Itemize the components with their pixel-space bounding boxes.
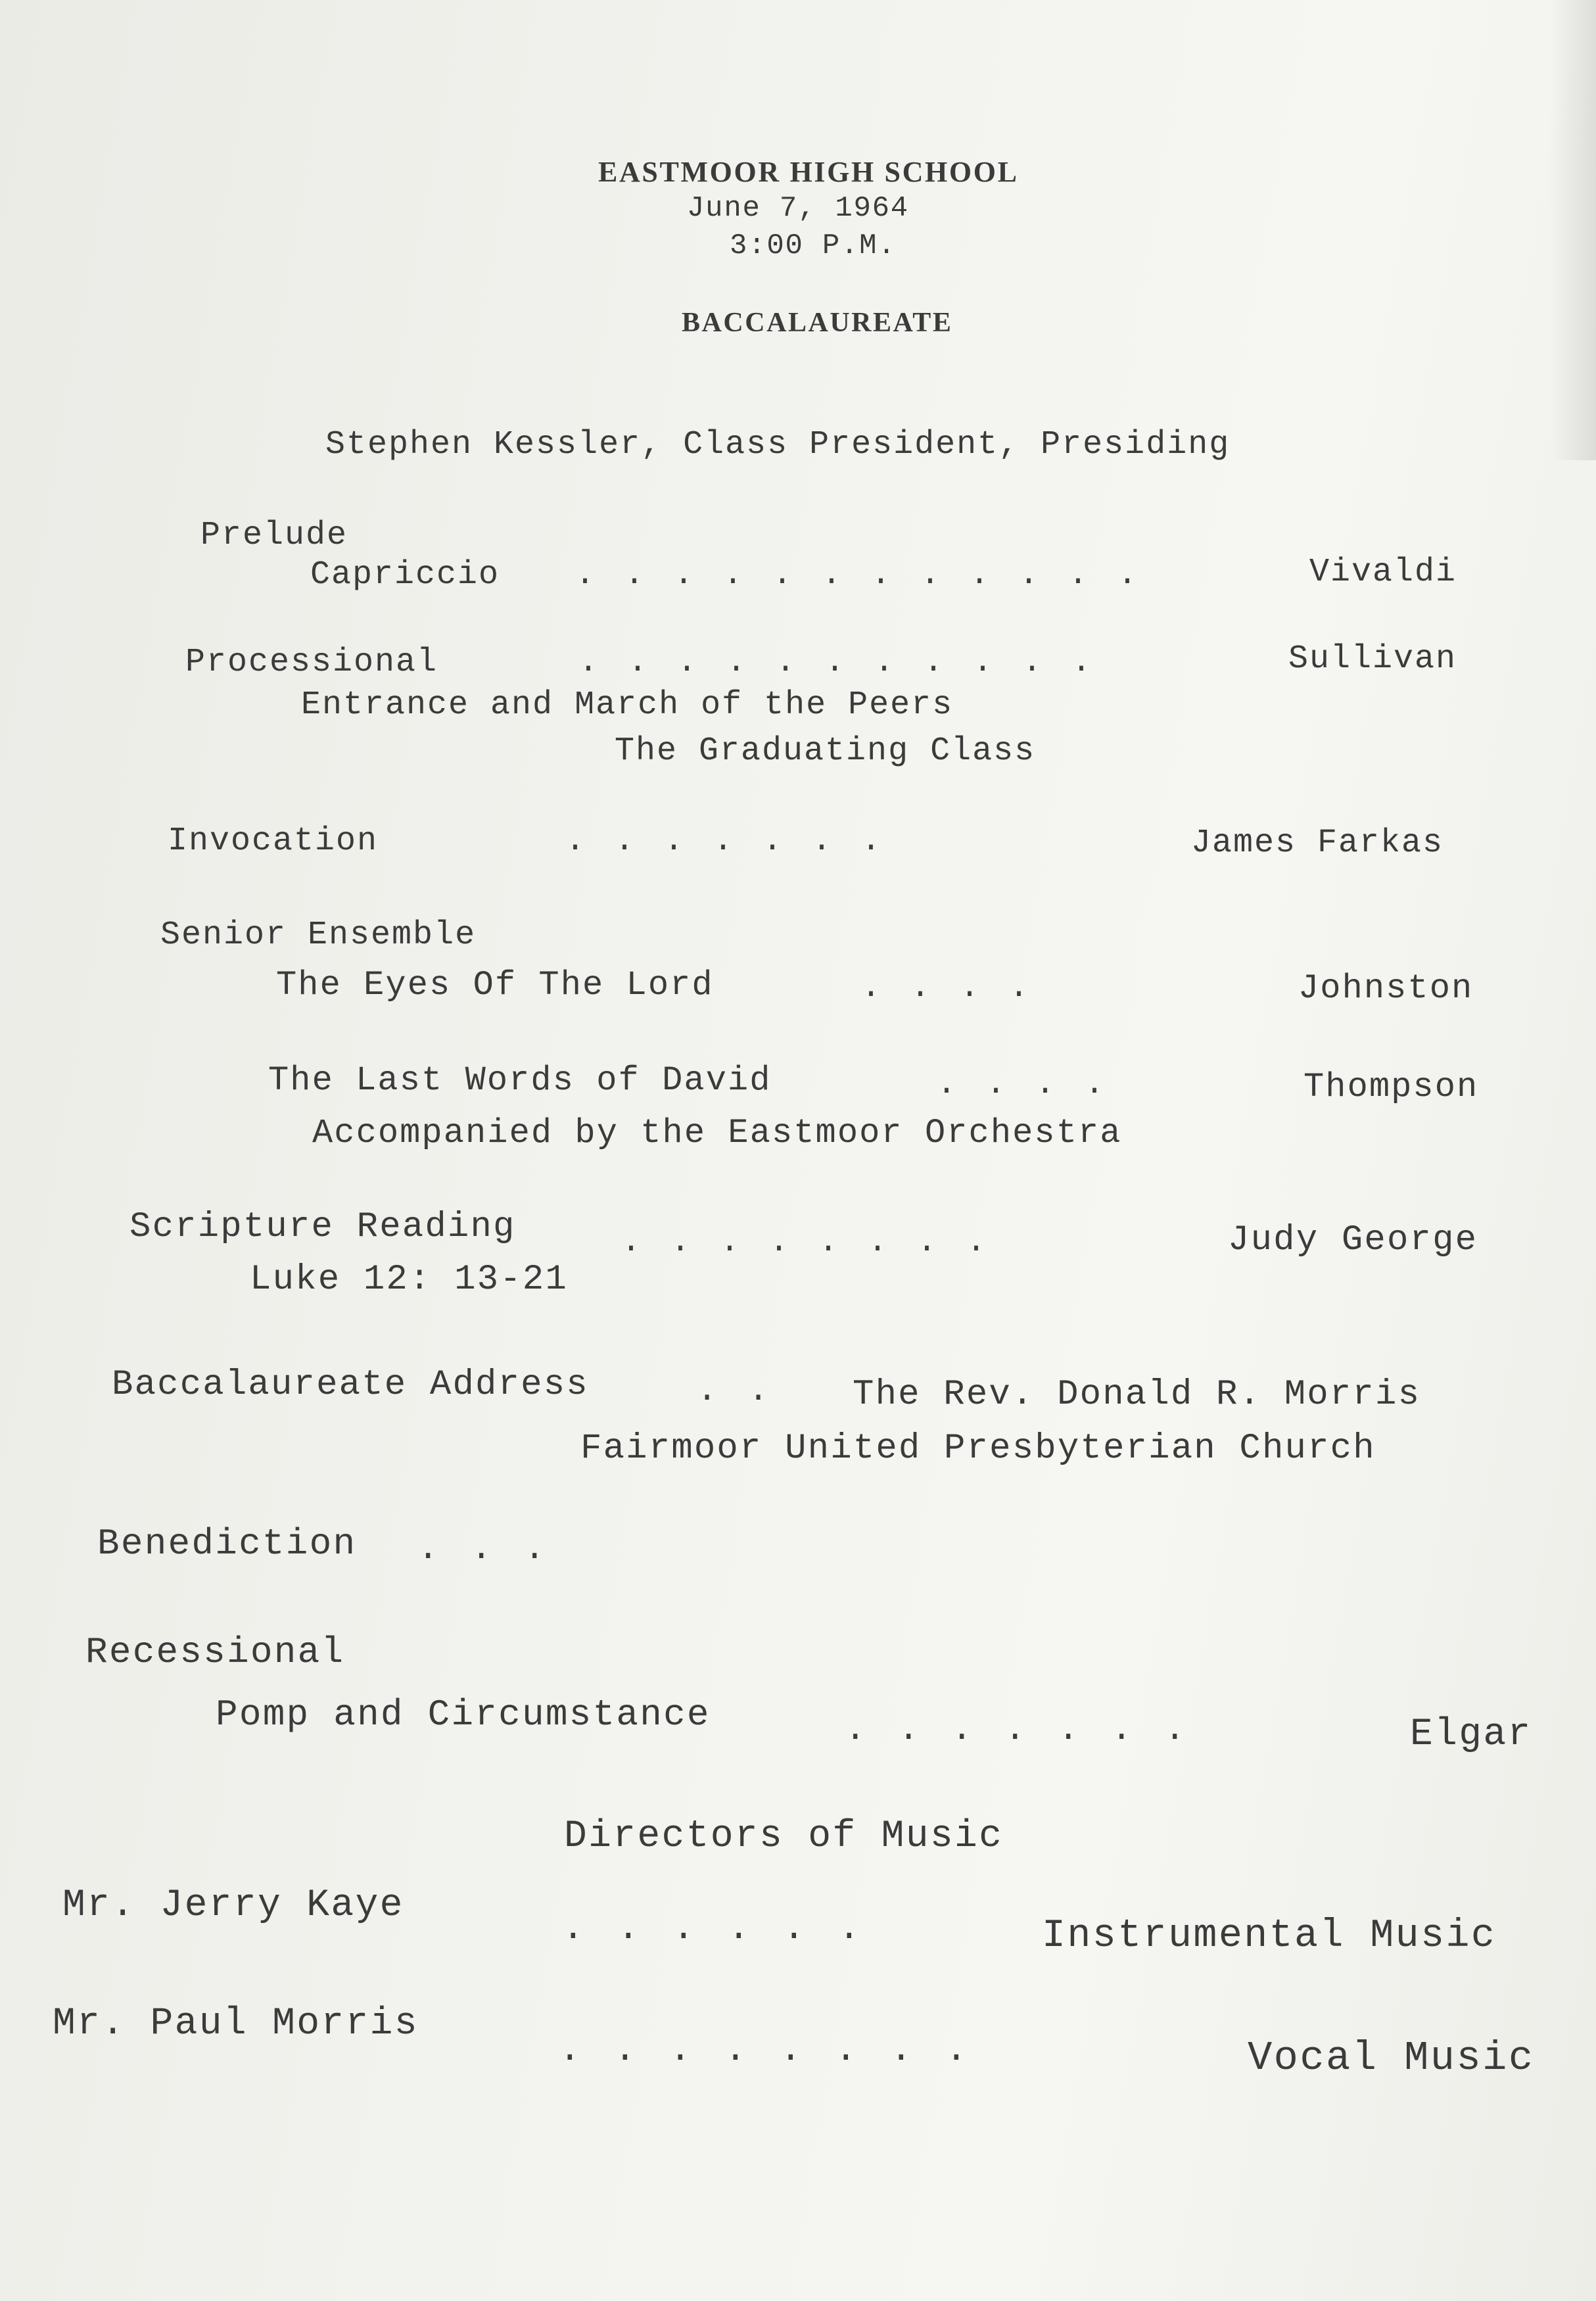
prelude-composer: Vivaldi (1309, 554, 1457, 591)
director-2-role: Vocal Music (1248, 2035, 1535, 2081)
recessional-composer: Elgar (1410, 1713, 1532, 1756)
director-1-role: Instrumental Music (1042, 1914, 1497, 1958)
ensemble-note: Accompanied by the Eastmoor Orchestra (312, 1114, 1122, 1152)
address-church: Fairmoor United Presbyterian Church (580, 1429, 1376, 1469)
ensemble-piece-2: The Last Words of David (268, 1061, 772, 1100)
prelude-leader: ............ (575, 556, 1167, 594)
processional-leader: ........... (578, 644, 1121, 681)
benediction-label: Benediction (97, 1523, 357, 1565)
director-2-leader: ........ (559, 2029, 1001, 2071)
processional-composer: Sullivan (1288, 640, 1457, 678)
address-speaker: The Rev. Donald R. Morris (853, 1375, 1421, 1415)
address-leader: .. (697, 1371, 800, 1410)
school-name: EASTMOOR HIGH SCHOOL (598, 156, 1019, 188)
program-title: BACCALAUREATE (682, 308, 953, 338)
page-edge-shadow (1550, 0, 1596, 460)
scripture-leader: ........ (621, 1223, 1016, 1261)
recessional-leader: ....... (845, 1710, 1218, 1750)
ensemble-composer-1: Johnston (1298, 969, 1474, 1008)
ensemble-label: Senior Ensemble (160, 916, 477, 954)
presiding-line: Stephen Kessler, Class President, Presiding (325, 426, 1231, 463)
ensemble-composer-2: Thompson (1303, 1068, 1479, 1106)
recessional-piece: Pomp and Circumstance (216, 1694, 711, 1736)
ensemble-leader-1: .... (861, 969, 1059, 1007)
director-2-name: Mr. Paul Morris (53, 2003, 419, 2045)
director-1-leader: ...... (562, 1907, 894, 1949)
processional-piece: Entrance and March of the Peers (301, 686, 954, 724)
address-label: Baccalaureate Address (112, 1365, 589, 1405)
invocation-leader: ....... (565, 822, 911, 860)
recessional-label: Recessional (85, 1631, 345, 1673)
program-date: June 7, 1964 (687, 192, 909, 225)
ensemble-leader-2: .... (937, 1066, 1135, 1103)
prelude-label: Prelude (200, 517, 348, 554)
invocation-label: Invocation (168, 822, 379, 860)
scripture-label: Scripture Reading (129, 1207, 516, 1247)
scripture-person: Judy George (1228, 1220, 1478, 1260)
ensemble-piece-1: The Eyes Of The Lord (276, 966, 714, 1005)
prelude-piece: Capriccio (310, 556, 500, 594)
processional-label: Processional (185, 644, 438, 681)
program-time: 3:00 P.M. (730, 229, 897, 262)
director-1-name: Mr. Jerry Kaye (62, 1884, 404, 1927)
scripture-reference: Luke 12: 13-21 (250, 1260, 568, 1300)
processional-note: The Graduating Class (615, 732, 1036, 770)
invocation-person: James Farkas (1191, 824, 1444, 862)
benediction-leader: ... (417, 1529, 578, 1569)
directors-heading: Directors of Music (564, 1815, 1004, 1858)
